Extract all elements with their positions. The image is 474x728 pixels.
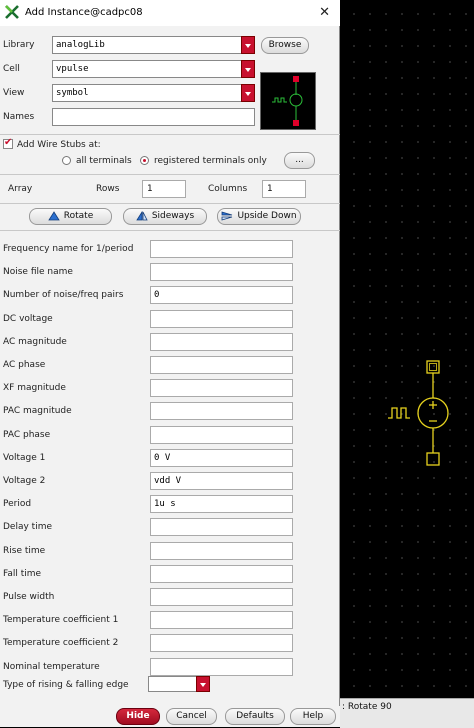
names-label: Names xyxy=(3,112,35,122)
sideways-label: Sideways xyxy=(151,211,195,221)
param-label: AC phase xyxy=(3,360,46,370)
columns-value: 1 xyxy=(267,184,273,194)
library-dropdown-icon[interactable] xyxy=(241,36,255,54)
preview-symbol-icon xyxy=(261,73,317,131)
edge-type-label: Type of rising & falling edge xyxy=(3,680,129,690)
schematic-canvas[interactable] xyxy=(340,0,474,698)
param-label: Temperature coefficient 1 xyxy=(3,615,119,625)
param-label: Voltage 1 xyxy=(3,453,46,463)
library-label: Library xyxy=(3,40,35,50)
status-bar xyxy=(340,698,474,728)
browse-button[interactable]: Browse xyxy=(261,37,309,54)
param-input[interactable] xyxy=(150,356,293,374)
sideways-button[interactable] xyxy=(123,208,207,225)
param-input[interactable] xyxy=(150,310,293,328)
param-value: 1u s xyxy=(154,499,176,509)
rotate-button[interactable] xyxy=(29,208,112,225)
defaults-button[interactable]: Defaults xyxy=(225,708,285,725)
param-input[interactable] xyxy=(150,449,293,467)
param-input[interactable] xyxy=(150,588,293,606)
radio-registered-terminals[interactable] xyxy=(140,156,149,165)
param-input[interactable] xyxy=(150,611,293,629)
divider xyxy=(0,134,340,135)
vpulse-symbol[interactable] xyxy=(340,0,474,698)
param-input[interactable] xyxy=(150,518,293,536)
param-label: Noise file name xyxy=(3,267,73,277)
param-input[interactable] xyxy=(150,263,293,281)
array-label: Array xyxy=(8,184,33,194)
param-input[interactable] xyxy=(150,472,293,490)
param-label: Voltage 2 xyxy=(3,476,46,486)
title-bar xyxy=(0,0,340,26)
param-input[interactable] xyxy=(150,565,293,583)
param-label: PAC phase xyxy=(3,430,51,440)
app-logo-icon xyxy=(5,5,19,19)
window-title: Add Instance@cadpc08 xyxy=(25,7,143,18)
names-input[interactable] xyxy=(52,108,255,126)
wire-stubs-label: Add Wire Stubs at: xyxy=(17,140,101,150)
symbol-preview xyxy=(260,72,316,130)
radio-all-terminals[interactable] xyxy=(62,156,71,165)
columns-label: Columns xyxy=(208,184,248,194)
param-value: vdd V xyxy=(154,476,182,486)
view-value: symbol xyxy=(56,88,89,98)
param-label: Delay time xyxy=(3,522,53,532)
registered-terminals-label: registered terminals only xyxy=(154,156,267,166)
cell-dropdown-icon[interactable] xyxy=(241,60,255,78)
param-label: PAC magnitude xyxy=(3,406,72,416)
wire-stubs-checkbox[interactable] xyxy=(3,139,13,149)
view-combo[interactable] xyxy=(52,84,255,102)
rows-value: 1 xyxy=(147,184,153,194)
dialog-button-bar xyxy=(0,706,340,727)
divider xyxy=(0,203,340,204)
upside-down-icon xyxy=(221,211,233,221)
rotate-icon xyxy=(48,211,60,221)
param-label: XF magnitude xyxy=(3,383,66,393)
help-button[interactable]: Help xyxy=(290,708,336,725)
divider xyxy=(0,230,340,231)
hide-button[interactable]: Hide xyxy=(116,708,160,725)
divider xyxy=(0,174,340,175)
param-label: Pulse width xyxy=(3,592,55,602)
param-input[interactable] xyxy=(150,333,293,351)
param-label: Number of noise/freq pairs xyxy=(3,290,124,300)
param-value: 0 xyxy=(154,290,160,300)
param-input[interactable] xyxy=(150,240,293,258)
edge-type-combo[interactable] xyxy=(148,676,210,692)
param-label: AC magnitude xyxy=(3,337,67,347)
view-dropdown-icon[interactable] xyxy=(241,84,255,102)
param-label: Temperature coefficient 2 xyxy=(3,638,119,648)
rotate-label: Rotate xyxy=(63,211,94,221)
param-label: Nominal temperature xyxy=(3,662,100,672)
param-input[interactable] xyxy=(150,402,293,420)
rows-label: Rows xyxy=(96,184,120,194)
param-label: Frequency name for 1/period xyxy=(3,244,134,254)
param-input[interactable] xyxy=(150,495,293,513)
rows-input[interactable] xyxy=(142,180,186,198)
upside-down-label: Upside Down xyxy=(237,211,297,221)
cancel-button[interactable]: Cancel xyxy=(166,708,217,725)
status-text: : Rotate 90 xyxy=(342,702,392,712)
library-value: analogLib xyxy=(56,40,105,50)
param-input[interactable] xyxy=(150,379,293,397)
param-label: DC voltage xyxy=(3,314,53,324)
all-terminals-label: all terminals xyxy=(76,156,132,166)
param-input[interactable] xyxy=(150,658,293,676)
param-label: Period xyxy=(3,499,32,509)
param-input[interactable] xyxy=(150,634,293,652)
cell-label: Cell xyxy=(3,64,20,74)
upside-down-button[interactable] xyxy=(217,208,301,225)
param-label: Fall time xyxy=(3,569,42,579)
cell-value: vpulse xyxy=(56,64,89,74)
close-icon[interactable]: ✕ xyxy=(319,5,330,20)
stub-options-button[interactable]: ... xyxy=(284,152,315,169)
library-combo[interactable] xyxy=(52,36,255,54)
param-input[interactable] xyxy=(150,286,293,304)
view-label: View xyxy=(3,88,25,98)
param-value: 0 V xyxy=(154,453,171,463)
columns-input[interactable] xyxy=(262,180,306,198)
cell-combo[interactable] xyxy=(52,60,255,78)
param-input[interactable] xyxy=(150,426,293,444)
param-label: Rise time xyxy=(3,546,46,556)
sideways-icon xyxy=(136,211,148,221)
edge-type-dropdown-icon[interactable] xyxy=(196,676,210,692)
param-input[interactable] xyxy=(150,542,293,560)
